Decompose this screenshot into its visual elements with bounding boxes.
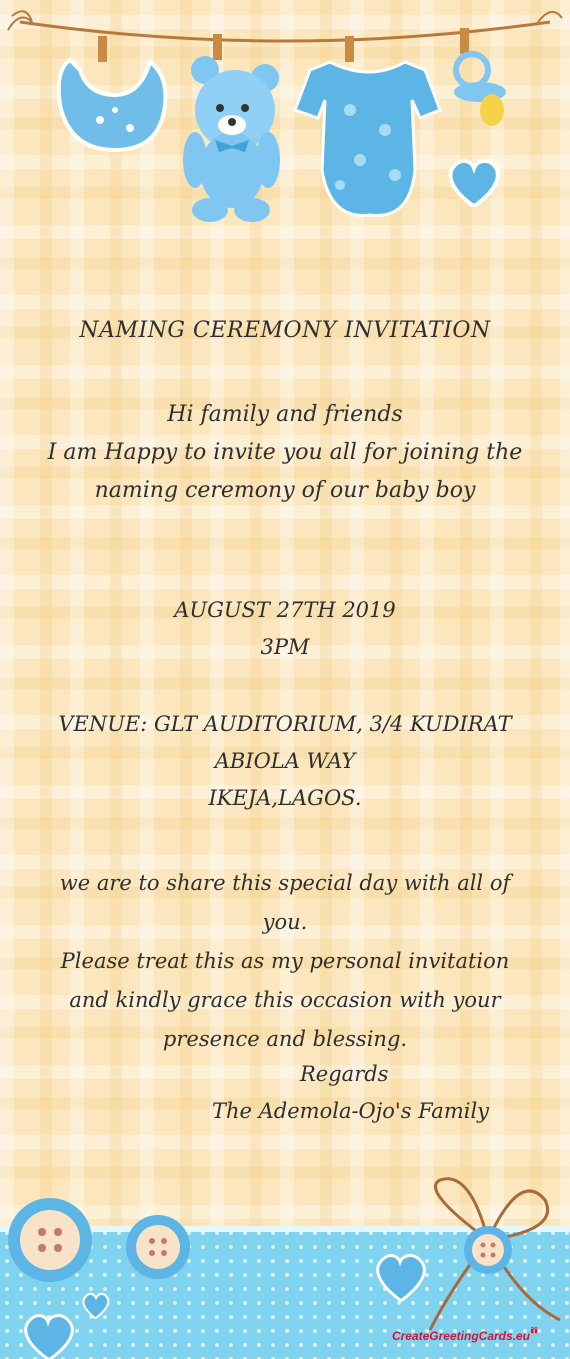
watermark-text[interactable]: CreateGreetingCards.eu (391, 1329, 530, 1343)
venue-line-2: ABIOLA WAY (214, 749, 356, 773)
intro-block (20, 396, 550, 510)
clothesline (8, 11, 562, 41)
invitation-title: NAMING CEREMONY INVITATION (79, 318, 491, 343)
venue-line-1: VENUE: GLT AUDITORIUM, 3/4 KUDIRAT (58, 712, 512, 736)
regards: Regards (300, 1062, 389, 1086)
venue-line-3: IKEJA,LAGOS. (208, 786, 362, 810)
intro-line-2: naming ceremony of our baby boy (94, 478, 476, 503)
teddy-bear-icon (183, 34, 280, 222)
request-line-3: presence and blessing. (162, 1027, 408, 1051)
date-block (20, 592, 550, 666)
request-line-2: and kindly grace this occasion with your (69, 988, 501, 1012)
pacifier-icon (454, 28, 506, 126)
button-icon (8, 1198, 92, 1282)
venue-block (20, 706, 550, 817)
intro-line-1: I am Happy to invite you all for joining the (47, 440, 523, 465)
onesie-icon (295, 36, 440, 215)
clothesline-illustration (0, 0, 570, 240)
signature: The Ademola-Ojo's Family (212, 1099, 490, 1123)
request-line-1: Please treat this as my personal invitation (60, 949, 510, 973)
share-line-2: you. (262, 910, 308, 934)
heart-icon (450, 161, 497, 205)
message-block (20, 864, 550, 1059)
event-date: AUGUST 27TH 2019 (174, 598, 396, 622)
greeting: Hi family and friends (167, 402, 403, 427)
share-line-1: we are to share this special day with all of (59, 871, 511, 895)
button-icon (126, 1215, 190, 1279)
gift-box-icon (530, 1315, 564, 1345)
bib-icon (59, 36, 166, 150)
event-time: 3PM (260, 635, 310, 659)
